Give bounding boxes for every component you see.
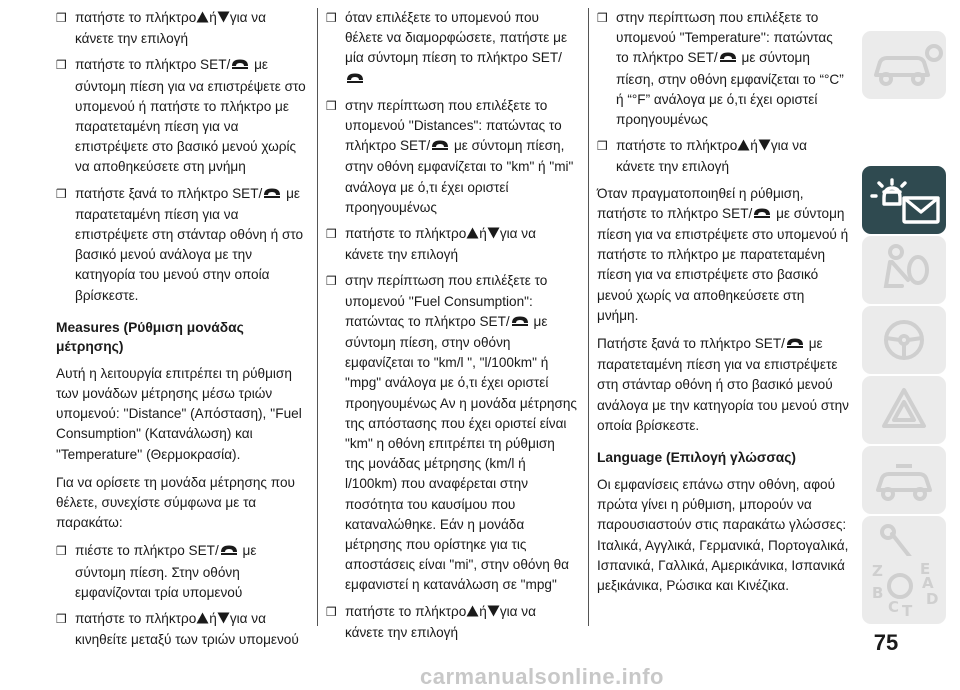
checkbox-bullet-icon: ❒ xyxy=(597,139,608,154)
list-item: ❒ όταν επιλέξετε το υπομενού που θέλετε να διαμορφώσετε, πατήστε με μία σύντομη πίεση το πλήκτρο SET/ xyxy=(326,8,578,90)
text-column-1 xyxy=(56,8,308,656)
set-button-icon xyxy=(718,49,738,69)
index-letter: C xyxy=(888,598,900,616)
set-button-icon xyxy=(345,70,365,90)
paragraph: Για να ορίσετε τη μονάδα μέτρησης που θέλετε, συνεχίστε σύμφωνα με τα παρακάτω: xyxy=(56,474,295,531)
arrow-up-icon xyxy=(466,225,479,245)
arrow-up-icon xyxy=(196,9,209,29)
paragraph: Αυτή η λειτουργία επιτρέπει τη ρύθμιση των μονάδων μέτρησης μέσω τριών υπομενού: ''Distance" (Απόσταση), ''Fuel Consumption" (Κατανάλωση) και "Temperature'' (Θερμοκρασία). xyxy=(56,365,302,462)
tab-car-info[interactable] xyxy=(862,31,946,99)
set-button-icon xyxy=(262,185,282,205)
watermark: carmanualsonline.info xyxy=(420,664,664,689)
checkbox-bullet-icon: ❒ xyxy=(56,186,67,201)
arrow-down-icon xyxy=(487,603,500,623)
index-letter: A xyxy=(922,574,934,592)
checkbox-bullet-icon: ❒ xyxy=(56,11,67,25)
list-item: ❒ πατήστε το πλήκτρο ή για να κάνετε την επιλογή xyxy=(326,224,578,265)
index-letter: B xyxy=(872,584,884,602)
index-letter: E xyxy=(920,560,931,578)
set-button-icon xyxy=(219,542,239,562)
list-item: ❒ στην περίπτωση που επιλέξετε το υπομενού "Temperature'': πατώντας το πλήκτρο SET/ με σύντομη πίεση, στην οθόνη εμφανίζεται το “°C” ή “°F” ανάλογα με ό,τι έχει οριστεί προηγουμένως xyxy=(597,8,849,130)
checkbox-bullet-icon: ❒ xyxy=(56,612,67,627)
tab-index[interactable] xyxy=(862,556,946,624)
list-item: ❒ πιέστε το πλήκτρο SET/ με σύντομη πίεση. Στην οθόνη εμφανίζονται τρία υπομενού xyxy=(56,541,308,603)
list-item: ❒ πατήστε το πλήκτρο ή για να κάνετε την επιλογή xyxy=(56,8,308,49)
checkbox-bullet-icon: ❒ xyxy=(597,11,608,25)
set-button-icon xyxy=(785,335,805,355)
set-button-icon xyxy=(510,313,530,333)
tab-safety[interactable] xyxy=(862,236,946,304)
tab-maintenance[interactable] xyxy=(862,446,946,514)
section-heading: Language (Επιλογή γλώσσας) xyxy=(597,450,797,466)
index-letter: T xyxy=(902,602,913,620)
checkbox-bullet-icon: ❒ xyxy=(56,58,67,73)
text-column-3 xyxy=(597,8,849,604)
car-info-icon xyxy=(862,31,946,99)
tab-dashboard-warning[interactable] xyxy=(862,166,946,234)
list-item: ❒ πατήστε το πλήκτρο ή για να κινηθείτε μεταξύ των τριών υπομενού xyxy=(56,609,308,650)
warning-light-envelope-icon xyxy=(862,166,946,234)
checkbox-bullet-icon: ❒ xyxy=(326,604,337,619)
alphabet-index-icon xyxy=(862,556,946,624)
list-item: ❒ πατήστε το πλήκτρο ή για να κάνετε την επιλογή xyxy=(597,136,849,177)
arrow-down-icon xyxy=(217,9,230,29)
tab-starting-driving[interactable] xyxy=(862,306,946,374)
list-item: ❒ στην περίπτωση που επιλέξετε το υπομενού ''Distances": πατώντας το πλήκτρο SET/ με σύντομη πίεση, στην οθόνη εμφανίζεται το "km" ή "mi" ανάλογα με ό,τι έχει οριστεί προηγουμένως xyxy=(326,96,578,218)
list-item: ❒ πατήστε το πλήκτρο SET/ με σύντομη πίεση για να επιστρέψετε στο υπομενού ή πατήστε το πλήκτρο με παρατεταμένη πίεση για να επιστρέψετε στο βασικό μενού χωρίς να αποθηκεύσετε στη μνήμη xyxy=(56,55,308,177)
seatbelt-airbag-icon xyxy=(862,236,946,304)
tab-emergency[interactable] xyxy=(862,376,946,444)
list-item: ❒ πατήστε ξανά το πλήκτρο SET/ με παρατεταμένη πίεση για να επιστρέψετε στη στάνταρ οθόνη ή στο βασικό μενού ανάλογα με την κατηγορία του μενού στην οποία βρίσκεστε. xyxy=(56,184,308,306)
arrow-down-icon xyxy=(487,225,500,245)
arrow-up-icon xyxy=(737,137,750,157)
warning-triangle-icon xyxy=(862,376,946,444)
list-item: ❒ πατήστε το πλήκτρο ή για να κάνετε την επιλογή xyxy=(326,602,578,643)
index-letter: Z xyxy=(872,562,883,580)
list-item: ❒ στην περίπτωση που επιλέξετε το υπομενού ''Fuel Consumption": πατώντας το πλήκτρο SET/ με σύντομη πίεση, στην οθόνη εμφανίζεται το "km/l ", "l/100km" ή "mpg" ανάλογα με ό,τι έχει οριστεί προηγουμένως Αν η μονάδα μέτρησης της απόστασης που έχει οριστεί είναι "km" η οθόνη επιτρέπει τη ρύθμιση της μονάδας μέτρησης (km/l ή l/100km) που αναφέρεται στην ποσότητα του καυσίμου που καταναλώθηκε. Εάν η μονάδα μέτρησης που ορίστηκε για τις αποστάσεις είναι "mi", στην οθόνη θα εμφανιστεί η κατανάλωση σε "mpg" xyxy=(326,271,578,595)
set-button-icon xyxy=(430,137,450,157)
arrow-down-icon xyxy=(758,137,771,157)
checkbox-bullet-icon: ❒ xyxy=(326,98,337,113)
checkbox-bullet-icon: ❒ xyxy=(326,227,337,242)
paragraph: Πατήστε ξανά το πλήκτρο SET/ με παρατεταμένη πίεση για να επιστρέψετε στη στάνταρ οθόνη ή στο βασικό μενού ανάλογα με την κατηγορία του μενού στην οποία βρίσκεστε. xyxy=(597,336,849,433)
section-heading: Measures (Ρύθμιση μονάδας μέτρησης) xyxy=(56,319,244,354)
arrow-down-icon xyxy=(217,610,230,630)
column-divider-2 xyxy=(588,8,589,626)
paragraph: Όταν πραγματοποιηθεί η ρύθμιση, πατήστε το πλήκτρο SET/ με σύντομη πίεση για να επιστρέψετε στο υπομενού ή πατήστε το πλήκτρο με παρατεταμένη πίεση για να επιστρέψετε στο βασικό μενού χωρίς να αποθηκεύσετε στη μνήμη. xyxy=(597,185,849,323)
paragraph: Οι εμφανίσεις επάνω στην οθόνη, αφού πρώτα γίνει η ρύθμιση, μπορούν να παρουσιαστούν στις παρακάτω γλώσσες: Ιταλικά, Αγγλικά, Γερμανικά, Πορτογαλικά, Ισπανικά, Γαλλικά, Αμερικάνικα, Ισπανικά μεξικάνικα, Ρώσικα και Κινέζικα. xyxy=(597,477,849,594)
arrow-up-icon xyxy=(466,603,479,623)
set-button-icon xyxy=(752,205,772,225)
text-column-2 xyxy=(326,8,578,649)
arrow-up-icon xyxy=(196,610,209,630)
page-number: 75 xyxy=(873,630,899,655)
index-letter: D xyxy=(926,590,939,608)
checkbox-bullet-icon: ❒ xyxy=(326,274,337,289)
set-button-icon xyxy=(230,56,250,76)
checkbox-bullet-icon: ❒ xyxy=(56,544,67,559)
steering-wheel-icon xyxy=(862,306,946,374)
car-service-icon xyxy=(862,446,946,514)
checkbox-bullet-icon: ❒ xyxy=(326,11,337,25)
column-divider-1 xyxy=(317,8,318,626)
